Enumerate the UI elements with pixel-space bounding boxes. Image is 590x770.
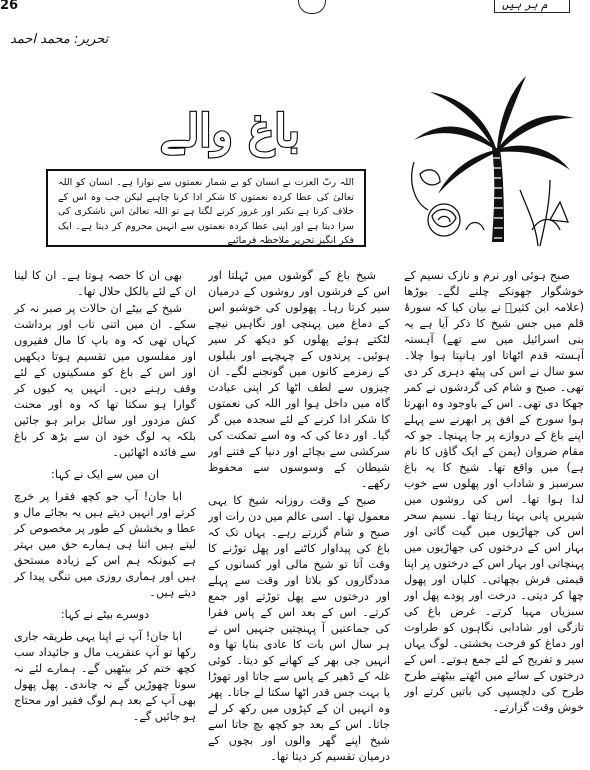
dialogue-intro: ان میں سے ایک نے کہا:	[51, 468, 159, 481]
paragraph: شیخ کے بیٹے ان حالات پر صبر نہ کر سکے۔ ان میں اتنی تاب اور برداشت کہاں تھی کہ وہ باپ کا مال فقیروں اور مفلسوں میں تقسیم ہوتا دیکھیں اور اس کے باغ کو مسکینوں کے لئے وقف رہنے دیں۔ انہیں یہ کیوں کر گوارا ہو سکتا تھا کہ وہ اور محنت کش مزدور اور سائل برابر ہو جائیں بلکہ یہ لوگ خود ان سے بڑھ کر باغ سے فائدہ اٹھائیں۔	[14, 302, 196, 459]
paragraph: ابا جان! آپ نے اپنا یہی طریقہ جاری رکھا تو آپ عنقریب مال و جائیداد سب کچھ ختم کر بیٹھیں گے۔ ہمارے لئے نہ سونا چھوڑیں گے نہ چاندی۔ پھل پھول بھی آپ کے بعد ہم لوگ فقیر اور محتاج ہو جائیں گے۔	[14, 630, 196, 723]
intro-box	[46, 169, 366, 247]
column-right	[404, 268, 584, 770]
column-left	[14, 268, 196, 770]
column-middle	[208, 268, 390, 770]
intro-text: اللہ ربّ العزت نے انسان کو بے شمار نعمتوں سے نوازا ہے۔ انسان کو اللہ تعالیٰ کی عطا کردہ نعمتوں کا شکر ادا کرنا چاہیے لیکن جب وہ اس کے خلاف کرتا ہے تکبر اور غرور کرنے لگتا ہے تو اللہ تعالیٰ اس ناشکری کی سزا دیتا ہے اور اپنی عطا کردہ نعمتوں سے انہیں محروم کر دیتا ہے۔ ایک فکر انگیز تحریر ملاحظہ فرمائیے	[58, 177, 354, 246]
paragraph: شیخ باغ کے گوشوں میں ٹہلتا اور اس کے فرشوں اور روشوں کے درمیان سیر کرتا رہا۔ پھولوں کی خوشبو اس کے دماغ میں پہنچی اور نگاہیں نیچے لٹکتے ہوئے پھلوں کو دیکھ کر سیر ہوئیں۔ پرندوں کے چہچہے اور بلبلوں کے زمزمے کانوں میں گونجنے لگے۔ ان چیزوں سے لطف اٹھا کر اپنی عبادت گاہ میں داخل ہوا اور اللہ کی نعمتوں کا شکر ادا کرنے کے لئے سجدہ میں گر گیا۔ اور دعا کی کہ وہ اسے تمکنت کی سرکشی سے بچائے اور دنیا کے فتنے اور شیطان کے وسوسوں سے محفوظ رکھے۔	[208, 269, 390, 490]
page-number: 26	[0, 0, 19, 13]
paragraph: بھی ان کا حصہ ہوتا ہے۔ ان کا لینا ان کے لئے بالکل حلال تھا۔	[14, 269, 196, 298]
banner-word: م ہر ہیں	[502, 0, 548, 11]
paragraph: صبح کے وقت روزانہ شیخ کا یہی معمول تھا۔ اسی عالم میں دن رات اور صبح و شام گزرتے رہے۔ یہاں تک کہ باغ کی پیداوار کاٹنے اور پھل توڑنے کا وقت آتا تو شیخ مالی اور کسانوں کے مددگاروں کو بلاتا اور وقت سے پہلے اور درختوں سے پھل توڑتے اور جمع کرتے۔ اس کے بعد اس کے پاس فقرا کی جماعتیں آ پہنچتیں جنہیں اس نے ہر سال اس بات کا عادی بنایا تھا وہ انہیں جی بھر کے کھانے کو دیتا۔ کوئی غلہ کے ڈھیر کے پاس سے جاتا اور تھوڑا یا بہت جس قدر اٹھا سکتا لے جاتا۔ پھر وہ انہیں ان کے کپڑوں میں رکھ کر لے جاتا۔ اس کے بعد جو کچھ بچ جاتا اسے شیخ اپنے گھر والوں اور بچوں کے درمیان تقسیم کر دیتا تھا۔	[208, 494, 390, 763]
paragraph: ابا جان! آپ جو کچھ فقرا پر خرچ کرتے اور انہیں دیتے ہیں یہ بجائے مال و عطا و بخشش کے طور پر مخصوص کر لیتے ہیں اتنا ہی ہمارے حق میں بہتر ہے کیونکہ ہم اس کے زیادہ مستحق ہیں اور ہماری روزی میں تنگی پیدا کر دیتے ہیں۔	[14, 490, 196, 599]
section-banner	[480, 0, 590, 14]
paragraph: صبح ہوئی اور نرم و نازک نسیم کے خوشگوار جھونکے چلنے لگے۔ بوڑھا (علامہ ابن کثیرؒ نے بیان کیا کہ سورۂ قلم میں جس شیخ کا ذکر آیا ہے یہ بنی اسرائیل میں سے تھے) آہستہ آہستہ قدم اٹھاتا اور ہانپتا ہوا چلا۔ سو سال نے اس کی پیٹھ دہری کر دی تھی۔ صبح و شام کی گردشوں نے کمر جھکا دی تھی۔ اس کے باوجود وہ ابھرتا ہوا سورج کے افق پر ابھرنے سے پہلے اپنے باغ کے دروازے پر جا پہنچا۔ جو کہ مقام ضروان (یمن کے ایک گاؤں کا نام ہے) میں واقع تھا۔ شیخ کا یہ باغ سرسبز و شاداب اور پھلوں سے خوب لدا ہوا تھا۔ اس کی روشوں میں شیریں پانی بہتا رہتا تھا۔ نسیم سحر اس کی جھاڑیوں میں گیت گاتی اور بہار اس کے درختوں کی جھاڑیوں میں پہنچاتی اور بہار اس کے درختوں پر اپنا قیمتی فرش بچھاتی۔ کلیاں اور پھول چھا کر دیتی۔ درخت اور پودے پھل اور سبزیاں مہیا کرتے۔ غرض باغ کی تازگی اور شادابی نگاہوں کو طراوت اور دماغ کو فرحت بخشتی۔ لوگ یہاں سیر و تفریح کے لئے جمع ہوتے۔ اس کے درختوں کے سائے میں اٹھتے بیٹھتے طرح طرح کی دلچسپی کی باتیں کرتے اور خوش وقت گزارتے۔	[404, 269, 584, 714]
page-header	[0, 0, 590, 14]
article-title: باغ والے	[160, 106, 300, 157]
author-byline: تحریر: محمد احمد	[10, 32, 109, 47]
palm-tree-and-flowers-illustration	[400, 70, 580, 250]
dialogue-intro: دوسرے بیٹے نے کہا:	[60, 608, 150, 621]
magazine-emblem-icon	[298, 0, 326, 14]
